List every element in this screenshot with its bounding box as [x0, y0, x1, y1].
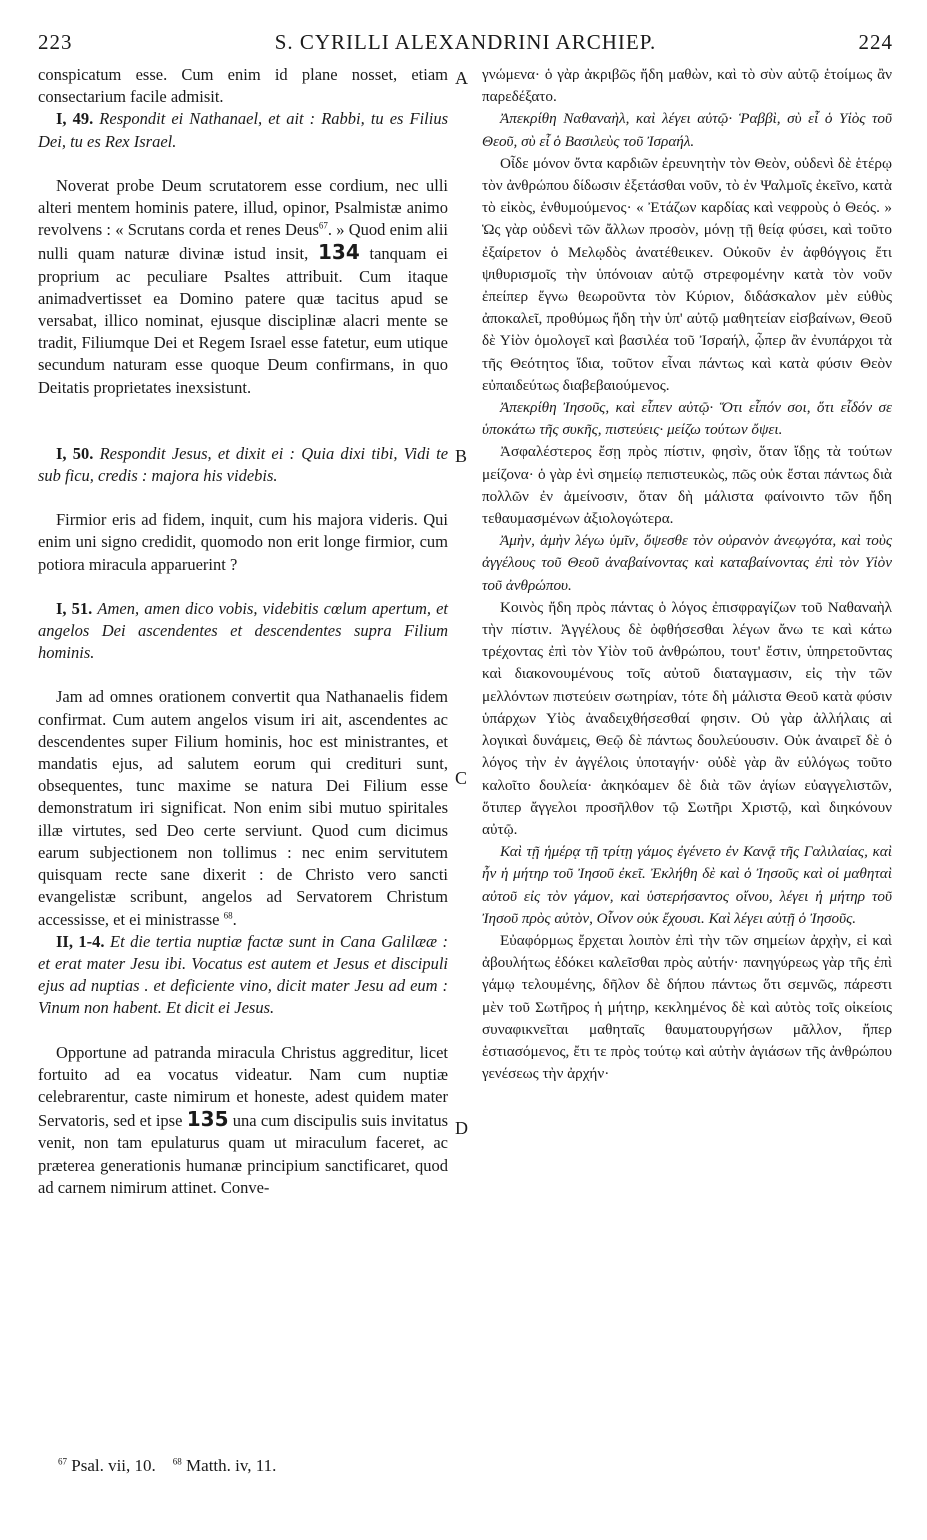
- latin-text: Opportune ad patranda miracula Christus aggreditur, licet fortuito ad ea vocatus videatur. Nam cum nuptiæ celebrarentur, caste nimirum et honeste, adest quidem mater Servatoris, sed et ipse: [38, 1042, 448, 1131]
- footnote-mark: 67: [58, 1456, 67, 1467]
- latin-verse-2-1: [38, 931, 448, 1020]
- verse-reference: I, 51.: [56, 598, 93, 618]
- latin-text: Jam ad omnes orationem convertit qua Nathanaelis fidem confirmat. Cum autem angelos visum iri ait, ascendentes ac descendentes super Filium hominis, hoc est ministrantes, et mandatis ejus, ad salutem eorum qui credituri sunt, obsequentes, tunc maxime se natura Dei Filium esse demonstratum iri significat. Non enim sibi mutuo spiritales illæ virtutes, sed Deo certe serviunt. Quod cum dicimus earum subjectionem non tollimus : nec enim servitutem quisquam recte sane dixerit : de Christo vero sancti evangelistæ scribunt, angelos ad Servatorem Christum accessisse, et ei ministrasse: [38, 687, 448, 929]
- latin-verse-50: [38, 443, 448, 487]
- greek-paragraph: Οἶδε μόνον ὄντα καρδιῶν ἐρευνητὴν τὸν Θεὸν, οὐδενὶ δὲ ἑτέρῳ τὸν ἀνθρώπου δίδωσιν ἐξετάσθαι νοῦν, τὸ ἐν Ψαλμοῖς ἐκεῖνο, κατὰ τὸ εἰκὸς, ἐνθυμούμενος· « Ἐτάζων καρδίας καὶ νεφροὺς ὁ Θεός. » Ὡς γὰρ οὐδενὶ τῶν ἄλλων προσὸν, μόνῃ τῇ θείᾳ φύσει, καὶ τοῦτο ἐξαίρετον ὁ Μελῳδὸς ἀνατέθεικεν. Οὐκοῦν ἐν ἀφθόγγοις ἔτι ψιθυρισμοῖς τὴν ὑπόνοιαν αὐτῷ στρεφομένην κατὰ τὸν νοῦν ἐπείπερ ἔγνω θεωροῦντα τὸν Κύριον, διδάσκαλον μὲν εὐθὺς ἀποκαλεῖ, προθύμως ἤδη τὴν ὑπ' αὐτῷ μαθητείαν εἰσβαίνων, Θεοῦ δὲ Υἱὸν ὁμολογεῖ καὶ βασιλέα τοῦ Ἰσραήλ, ᾧπερ ἂν ἐνυπάρχοι τὰ τῆς Θεότητος ἴδια, τοῦτον εἶναι πάντως καὶ κατὰ φύσιν Θεὸν εὐπαιδεύτως διαβεβαιούμενος.: [482, 154, 892, 394]
- greek-column: [482, 64, 892, 1085]
- footnote-text: Matth. iv, 11.: [186, 1456, 277, 1475]
- verse-reference: II, 1-4.: [56, 931, 105, 951]
- footnote-mark: 68: [223, 910, 233, 920]
- page-number-right: 224: [858, 30, 893, 54]
- greek-paragraph: γνώμενα· ὁ γὰρ ἀκριβῶς ἤδη μαθὼν, καὶ τὸ σὺν αὐτῷ ἑτοίμως ἂν παρεδέξατο.: [482, 66, 892, 106]
- latin-text: tanquam ei proprium ac peculiare Psaltes attribuit. Cum itaque animadvertisset ea Domino patere quæ tacitus apud se versabat, illico nominat, ejusque disciplinæ alacri mente se tradit, Filiumque Dei et Regem Israel esse fatetur, eum utique secundum naturam esse quoque Deum confirmans, in quo Deitatis proprietates inexsistunt.: [38, 244, 448, 397]
- verse-text: Respondit ei Nathanael, et ait : Rabbi, tu es Filius Dei, tu es Rex Israel.: [38, 109, 449, 151]
- latin-paragraph: [38, 686, 448, 930]
- latin-text: .: [232, 909, 237, 929]
- greek-verse-49: Ἀπεκρίθη Ναθαναὴλ, καὶ λέγει αὐτῷ· Ῥαββὶ, σὺ εἶ ὁ Υἱὸς τοῦ Θεοῦ, σὺ εἶ ὁ Βασιλεὺς τοῦ Ἰσραήλ.: [482, 110, 892, 150]
- verse-text: Respondit Jesus, et dixit ei : Quia dixi tibi, Vidi te sub ficu, credis : majora his videbis.: [38, 443, 449, 486]
- running-title: S. CYRILLI ALEXANDRINI ARCHIEP.: [274, 30, 657, 54]
- latin-paragraph: [38, 175, 448, 399]
- page-number-left: 223: [38, 30, 73, 54]
- latin-paragraph: [38, 1042, 448, 1199]
- footnotes: [58, 1456, 276, 1476]
- greek-verse-51: Ἀμὴν, ἀμὴν λέγω ὑμῖν, ὄψεσθε τὸν οὐρανὸν ἀνεῳγότα, καὶ τοὺς ἀγγέλους τοῦ Θεοῦ ἀναβαίνοντας καὶ καταβαίνοντας ἐπὶ τὸν Υἱὸν τοῦ ἀνθρώπου.: [482, 532, 892, 594]
- footnote-mark: 67: [318, 220, 328, 231]
- greek-verse-2-1: Καὶ τῇ ἡμέρᾳ τῇ τρίτῃ γάμος ἐγένετο ἐν Κανᾷ τῆς Γαλιλαίας, καὶ ἦν ἡ μήτηρ τοῦ Ἰησοῦ ἐκεῖ. Ἐκλήθη δὲ καὶ ὁ Ἰησοῦς καὶ οἱ μαθηταὶ αὐτοῦ εἰς τὸν γάμον, καὶ ὑστερήσαντος οἴνου, λέγει ἡ μήτηρ τοῦ Ἰησοῦ πρὸς αὐτὸν, Οἶνον οὐκ ἔχουσι. Καὶ λέγει αὐτῇ ὁ Ἰησοῦς.: [482, 843, 892, 927]
- latin-verse-49: [38, 108, 448, 152]
- margin-letter-c: C: [455, 768, 468, 788]
- latin-column: [38, 64, 448, 1199]
- verse-reference: I, 50.: [56, 443, 94, 463]
- verse-text: Et die tertia nuptiæ factæ sunt in Cana Galilææ : et erat mater Jesu ibi. Vocatus est autem et Jesus et discipuli ejus ad nuptias . et deficiente vino, dicit mater Jesu ad eum : Vinum non habent. Et dicit ei Jesus.: [38, 931, 448, 1018]
- margin-letter-d: D: [455, 1118, 468, 1138]
- latin-text: Noverat probe Deum scrutatorem esse cordium, nec ulli alteri mentem hominis patere, illud, opinor, Psalmistæ animo revolvens : « Scrutans corda et renes Deus: [38, 175, 448, 240]
- verse-text: Amen, amen dico vobis, videbitis cœlum apertum, et angelos Dei ascendentes et descendentes supra Filium hominis.: [38, 598, 449, 663]
- margin-letter-b: B: [455, 446, 468, 466]
- greek-paragraph: Ἀσφαλέστερος ἔσῃ πρὸς πίστιν, φησὶν, ὅταν ἴδῃς τὰ τούτων μείζονα· ὁ γὰρ ἑνὶ σημείῳ πεπιστευκὼς, πῶς οὐκ ἔσται πάντως διὰ πολλῶν ἐν ἀμείνοσιν, ὅταν δὴ μάλιστα φαίνοιντο τῶν ἤδη τεθαυμασμένων ἀξιολογώτερα.: [482, 443, 892, 528]
- latin-paragraph: conspicatum esse. Cum enim id plane nosset, etiam consectarium facile admisit.: [38, 65, 448, 107]
- page-header: [38, 30, 893, 60]
- column-number: 134: [317, 240, 360, 265]
- footnote-text: Psal. vii, 10.: [71, 1456, 156, 1475]
- latin-text: una cum discipulis suis invitatus venit, non tam epulaturus quam ut miraculum faceret, ac præterea generationis humanæ principium sanctificaret, quod ad carnem nimirum attinet. Conve-: [38, 1111, 449, 1197]
- greek-paragraph: Εὐαφόρμως ἔρχεται λοιπὸν ἐπὶ τὴν τῶν σημείων ἀρχὴν, εἰ καὶ ἀβουλήτως ἐδόκει καλεῖσθαι πρὸς αὐτήν· πανηγύρεως γὰρ τῆς ἐπὶ γάμῳ τελουμένης, δῆλον δὲ δήπου πάντως ὅτι σεμνῶς, πάρεστι μὲν τοῦ Σωτῆρος ἡ μήτηρ, κεκλημένος δὲ καὶ αὐτὸς τοῖς οἰκείοις συναφικνεῖται μαθηταῖς θαυματουργήσων μᾶλλον, ἤπερ ἑστιασόμενος, ἔτι τε πρὸς τούτῳ καὶ αὐτὴν ἁγιάσων τῆς ἀνθρώπου γενέσεως τὴν ἀρχήν·: [482, 931, 892, 1083]
- latin-verse-51: [38, 598, 448, 665]
- greek-verse-50: Ἀπεκρίθη Ἰησοῦς, καὶ εἶπεν αὐτῷ· Ὅτι εἶπόν σοι, ὅτι εἶδόν σε ὑποκάτω τῆς συκῆς, πιστεύεις· μείζω τούτων ὄψει.: [482, 399, 892, 439]
- margin-letter-a: A: [455, 68, 468, 88]
- greek-paragraph: Κοινὸς ἤδη πρὸς πάντας ὁ λόγος ἐπισφραγίζων τοῦ Ναθαναὴλ τὴν πίστιν. Ἀγγέλους δὲ ὀφθήσεσθαι λέγων ἄνω τε καὶ κάτω τρέχοντας ἐπὶ τὸν Υἱὸν τοῦ ἀνθρώπου, τουτ' ἔστιν, ὑπηρετοῦντας καὶ διακονουμένους τοῖς αὐτοῦ διαταγμασιν, εἰς τὴν τῶν μελλόντων πιστεύειν σωτηρίαν, τότε δὴ μάλιστα Θεοῦ κατὰ φύσιν ὑπάρχων Υἱὸς ἀναδειχθήσεσθαί φησιν. Οὐ γὰρ ἀλλήλαις αἱ λογικαὶ δυνάμεις, Θεῷ δὲ πάντως δουλεύουσιν. Οὐκ ἀναιρεῖ δὲ ὁ λόγος τὴν ἐν ἀγγέλοις ὑποταγήν· οὐδὲ γὰρ ἂν εὐλόγως τοῦτο καλοῖτο δουλεία· ἀκηκόαμεν δὲ διὰ τῶν ἁγίων εὐαγγελιστῶν, ὅτιπερ ἄγγελοι προσῆλθον τῷ Σωτῆρι Χριστῷ, καὶ διηκόνουν αὐτῷ.: [482, 598, 892, 838]
- latin-paragraph: Firmior eris ad fidem, inquit, cum his majora videris. Qui enim uni signo credidit, quomodo non erit longe firmior, cum potiora miracula apparuerint ?: [38, 510, 448, 574]
- footnote-mark: 68: [172, 1456, 182, 1467]
- latin-text: . » Quod enim alii nulli quam naturæ divinæ istud insit,: [38, 220, 449, 264]
- column-number: 135: [186, 1107, 229, 1132]
- verse-reference: I, 49.: [56, 109, 94, 129]
